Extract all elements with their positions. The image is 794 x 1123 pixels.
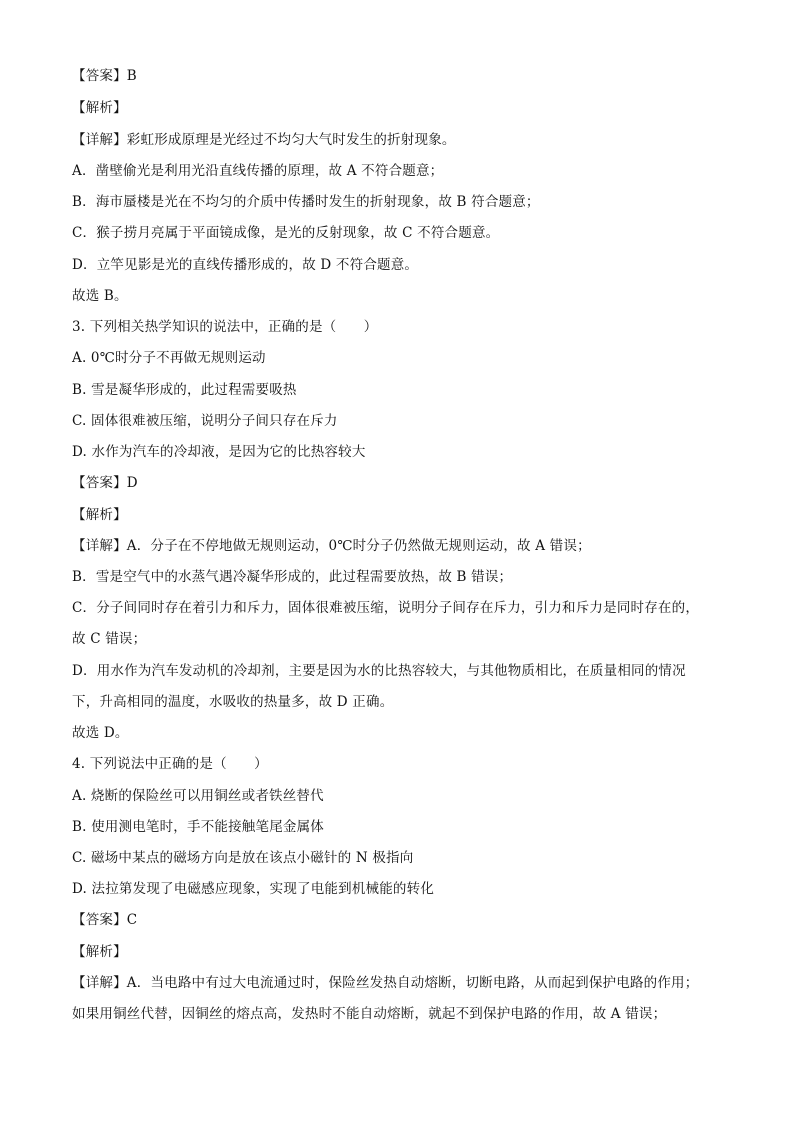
question-stem: 4. 下列说法中正确的是（ ） bbox=[72, 756, 268, 772]
detail-text: 故 C 错误； bbox=[72, 631, 147, 647]
detail-text: D．立竿见影是光的直线传播形成的，故 D 不符合题意。 bbox=[72, 257, 419, 273]
analysis-label: 【解析】 bbox=[72, 944, 127, 960]
detail-text: 【详解】A．当电路中有过大电流通过时，保险丝发热自动熔断，切断电路，从而起到保护电路的作用； bbox=[72, 975, 699, 991]
detail-text: B．雪是空气中的水蒸气遇冷凝华形成的，此过程需要放热，故 B 错误； bbox=[72, 569, 513, 585]
detail-text: D．用水作为汽车发动机的冷却剂，主要是因为水的比热容较大，与其他物质相比，在质量相同的情况 bbox=[72, 663, 686, 679]
conclusion-text: 故选 B。 bbox=[72, 288, 128, 304]
answer-label: 【答案】B bbox=[72, 68, 137, 84]
detail-text: 【详解】A．分子在不停地做无规则运动，0℃时分子仍然做无规则运动，故 A 错误； bbox=[72, 538, 591, 554]
option-d: D. 水作为汽车的冷却液，是因为它的比热容较大 bbox=[72, 444, 366, 460]
option-d: D. 法拉第发现了电磁感应现象，实现了电能到机械能的转化 bbox=[72, 881, 435, 897]
detail-text: B．海市蜃楼是光在不均匀的介质中传播时发生的折射现象，故 B 符合题意； bbox=[72, 194, 540, 210]
option-c: C. 固体很难被压缩，说明分子间只存在斥力 bbox=[72, 413, 338, 429]
conclusion-text: 故选 D。 bbox=[72, 725, 129, 741]
option-a: A. 0℃时分子不再做无规则运动 bbox=[72, 350, 266, 366]
detail-text: 【详解】彩虹形成原理是光经过不均匀大气时发生的折射现象。 bbox=[72, 132, 456, 148]
detail-text: 如果用铜丝代替，因铜丝的熔点高，发热时不能自动熔断，就起不到保护电路的作用，故 A 错误； bbox=[72, 1006, 667, 1022]
question-stem: 3. 下列相关热学知识的说法中，正确的是（ ） bbox=[72, 319, 378, 335]
detail-text: 下，升高相同的温度，水吸收的热量多，故 D 正确。 bbox=[72, 694, 394, 710]
answer-label: 【答案】C bbox=[72, 912, 138, 928]
analysis-label: 【解析】 bbox=[72, 100, 127, 116]
detail-text: A．凿壁偷光是利用光沿直线传播的原理，故 A 不符合题意； bbox=[72, 163, 444, 179]
option-a: A. 烧断的保险丝可以用铜丝或者铁丝替代 bbox=[72, 788, 324, 804]
detail-text: C．分子间同时存在着引力和斥力，固体很难被压缩，说明分子间存在斥力，引力和斥力是同时存在的， bbox=[72, 600, 700, 616]
option-b: B. 雪是凝华形成的，此过程需要吸热 bbox=[72, 382, 297, 398]
answer-label: 【答案】D bbox=[72, 475, 138, 491]
option-c: C. 磁场中某点的磁场方向是放在该点小磁针的 N 极指向 bbox=[72, 850, 414, 866]
analysis-label: 【解析】 bbox=[72, 507, 127, 523]
option-b: B. 使用测电笔时，手不能接触笔尾金属体 bbox=[72, 819, 325, 835]
detail-text: C．猴子捞月亮属于平面镜成像，是光的反射现象，故 C 不符合题意。 bbox=[72, 225, 500, 241]
